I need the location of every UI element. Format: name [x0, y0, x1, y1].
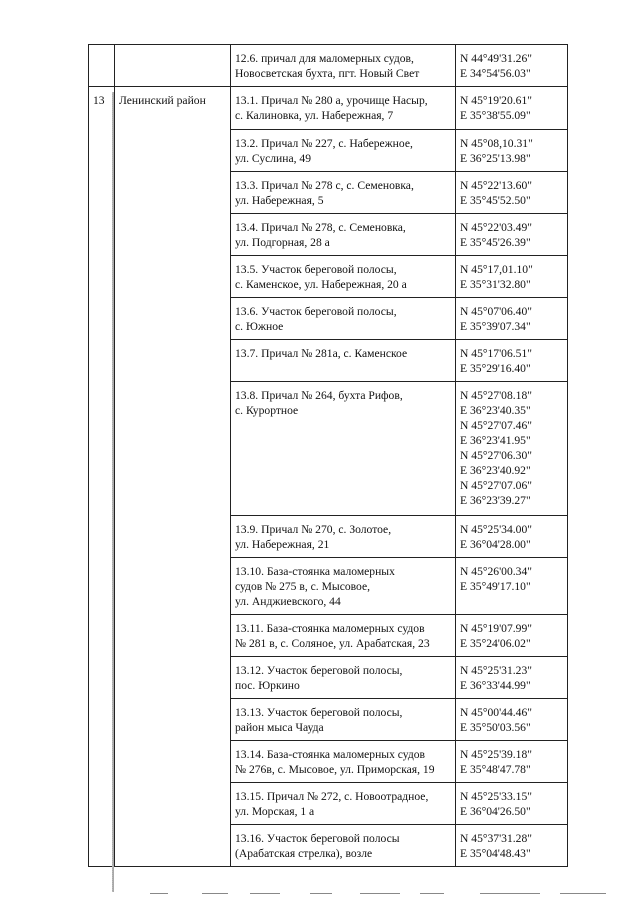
coordinate-value: E 35°31'32.80" [460, 278, 531, 291]
coordinate-value: N 45°27'08.18" [460, 389, 533, 402]
object-name-cell [231, 45, 456, 87]
coordinates-cell [456, 615, 568, 657]
name-line: 13.6. Участок береговой полосы, [235, 305, 397, 318]
coordinate-value: N 45°00'44.46" [460, 706, 533, 719]
object-name-cell [231, 340, 456, 382]
coordinate-value: N 45°25'39.18" [460, 748, 533, 761]
object-name-cell [231, 699, 456, 741]
name-line: ул. Подгорная, 28 а [235, 236, 330, 249]
name-line: 13.4. Причал № 278, с. Семеновка, [235, 221, 406, 234]
name-line: № 281 в, с. Соляное, ул. Арабатская, 23 [235, 637, 430, 650]
coordinate-value: E 35°04'48.43" [460, 847, 531, 860]
coordinate-value: E 36°23'40.35" [460, 404, 531, 417]
name-line: 13.7. Причал № 281а, с. Каменское [235, 347, 408, 360]
name-line: ул. Морская, 1 а [235, 805, 315, 818]
coordinate-value: E 35°29'16.40" [460, 362, 531, 375]
name-line: 13.1. Причал № 280 а, урочище Насыр, [235, 94, 428, 107]
name-line: 13.16. Участок береговой полосы [235, 832, 400, 845]
coordinate-value: N 45°22'13.60" [460, 179, 533, 192]
object-name-cell [231, 130, 456, 172]
name-line: 13.11. База-стоянка маломерных судов [235, 622, 425, 635]
name-line: 13.5. Участок береговой полосы, [235, 263, 397, 276]
region-name: Ленинский район [115, 87, 231, 867]
coordinate-value: E 35°24'06.02" [460, 637, 531, 650]
name-line: ул. Суслина, 49 [235, 152, 311, 165]
coordinate-value: E 35°50'03.56" [460, 721, 531, 734]
coordinate-value: E 36°23'40.92" [460, 464, 531, 477]
object-name-cell [231, 516, 456, 558]
name-line: с. Каменское, ул. Набережная, 20 а [235, 278, 407, 291]
coordinate-value: N 45°27'07.06" [460, 479, 533, 492]
object-name-cell [231, 298, 456, 340]
coordinates-cell [456, 657, 568, 699]
object-name-cell [231, 615, 456, 657]
object-name-cell [231, 825, 456, 867]
coordinate-value: E 35°39'07.34" [460, 320, 531, 333]
coordinate-value: E 35°45'26.39" [460, 236, 531, 249]
coordinate-value: E 34°54'56.03" [460, 67, 531, 80]
object-name-cell [231, 214, 456, 256]
coordinate-value: E 36°23'39.27" [460, 494, 531, 507]
coordinate-value: E 36°04'26.50" [460, 805, 531, 818]
coordinate-value: N 45°17'06.51" [460, 347, 533, 360]
coordinate-value: N 45°08,10.31" [460, 137, 533, 150]
object-name-cell [231, 558, 456, 615]
name-line: ул. Анджиевского, 44 [235, 595, 341, 608]
coordinates-cell [456, 340, 568, 382]
name-line: 13.12. Участок береговой полосы, [235, 664, 403, 677]
coordinates-cell [456, 699, 568, 741]
coordinate-value: N 45°26'00.34" [460, 565, 533, 578]
coordinate-value: E 35°38'55.09" [460, 109, 531, 122]
coordinate-value: N 45°07'06.40" [460, 305, 533, 318]
table-body [89, 45, 568, 867]
name-line: 13.15. Причал № 272, с. Новоотрадное, [235, 790, 429, 803]
coordinates-cell [456, 45, 568, 87]
coordinates-cell [456, 382, 568, 516]
coordinates-cell [456, 558, 568, 615]
coordinates-cell [456, 87, 568, 130]
coordinate-value: N 45°25'31.23" [460, 664, 533, 677]
name-line: с. Курортное [235, 404, 299, 417]
object-name-cell [231, 256, 456, 298]
name-line: пос. Юркино [235, 679, 300, 692]
coordinate-value: N 45°19'20.61" [460, 94, 533, 107]
name-line: судов № 275 в, с. Мысовое, [235, 580, 371, 593]
name-line: с. Калиновка, ул. Набережная, 7 [235, 109, 394, 122]
name-line: 13.14. База-стоянка маломерных судов [235, 748, 426, 761]
coordinate-value: E 36°04'28.00" [460, 538, 531, 551]
coordinate-value: E 36°23'41.95" [460, 434, 531, 447]
coordinate-value: N 45°22'03.49" [460, 221, 533, 234]
object-name-cell [231, 382, 456, 516]
object-name-cell [231, 783, 456, 825]
scan-artifact-strip [150, 893, 610, 901]
coordinate-value: E 35°45'52.50" [460, 194, 531, 207]
coordinate-value: N 45°27'06.30" [460, 449, 533, 462]
name-line: Новосветская бухта, пгт. Новый Свет [235, 67, 420, 80]
name-line: с. Южное [235, 320, 284, 333]
coordinate-value: N 45°19'07.99" [460, 622, 533, 635]
group-number: 13 [89, 87, 115, 867]
coordinates-table [88, 44, 568, 867]
coordinate-value: N 45°27'07.46" [460, 419, 533, 432]
coordinates-cell [456, 130, 568, 172]
name-line: ул. Набережная, 5 [235, 194, 324, 207]
coordinate-value: N 44°49'31.26" [460, 52, 533, 65]
coordinates-cell [456, 825, 568, 867]
name-line: 13.9. Причал № 270, с. Золотое, [235, 523, 392, 536]
coordinate-value: N 45°17,01.10" [460, 263, 533, 276]
name-line: 13.3. Причал № 278 с, с. Семеновка, [235, 179, 414, 192]
margin-mark [112, 92, 114, 892]
object-name-cell [231, 172, 456, 214]
coordinates-cell [456, 214, 568, 256]
object-name-cell [231, 87, 456, 130]
name-line: 13.13. Участок береговой полосы, [235, 706, 403, 719]
coordinates-cell [456, 516, 568, 558]
name-line: ул. Набережная, 21 [235, 538, 330, 551]
number-cell [89, 45, 115, 87]
name-line: район мыса Чауда [235, 721, 324, 734]
coordinates-cell [456, 741, 568, 783]
name-line: № 276в, с. Мысовое, ул. Приморская, 19 [235, 763, 435, 776]
region-cell [115, 45, 231, 87]
object-name-cell [231, 657, 456, 699]
coordinate-value: N 45°25'34.00" [460, 523, 533, 536]
coordinates-cell [456, 783, 568, 825]
coordinate-value: N 45°37'31.28" [460, 832, 533, 845]
coordinates-cell [456, 172, 568, 214]
coordinate-value: E 36°25'13.98" [460, 152, 531, 165]
coordinates-cell [456, 256, 568, 298]
coordinate-value: E 36°33'44.99" [460, 679, 531, 692]
coordinate-value: N 45°25'33.15" [460, 790, 533, 803]
coordinate-value: E 35°48'47.78" [460, 763, 531, 776]
object-name-cell [231, 741, 456, 783]
coordinates-cell [456, 298, 568, 340]
coordinate-value: E 35°49'17.10" [460, 580, 531, 593]
table-row [89, 87, 568, 130]
name-line: 13.10. База-стоянка маломерных [235, 565, 395, 578]
table-row [89, 45, 568, 87]
name-line: 12.6. причал для маломерных судов, [235, 52, 414, 65]
name-line: 13.2. Причал № 227, с. Набережное, [235, 137, 413, 150]
name-line: (Арабатская стрелка), возле [235, 847, 373, 860]
name-line: 13.8. Причал № 264, бухта Рифов, [235, 389, 403, 402]
